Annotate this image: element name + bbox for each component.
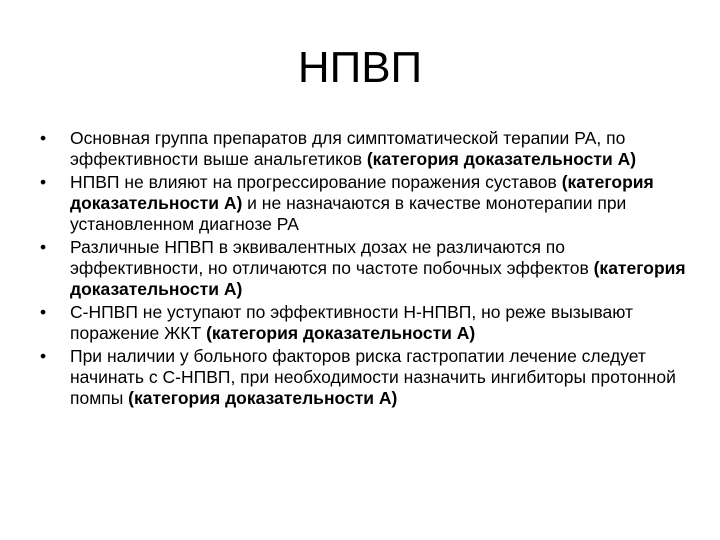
evidence-category: (категория доказательности А) (206, 323, 476, 343)
slide-title: НПВП (297, 43, 423, 92)
evidence-category: (категория доказательности А) (70, 172, 654, 213)
bullet-item (36, 302, 696, 344)
evidence-category: (категория доказательности А) (366, 149, 637, 169)
bullet-marker: • (40, 302, 47, 322)
bullet-item (36, 128, 696, 170)
bullet-text: НПВП не влияют на прогрессирование поражения суставов (70, 172, 562, 192)
evidence-category: (категория доказательности А) (128, 388, 398, 408)
bullet-marker: • (40, 346, 47, 366)
bullet-text: Основная группа препаратов для симптоматической терапии РА, по эффективности выше анальгетиков (70, 128, 626, 169)
bullet-item (36, 172, 696, 235)
evidence-category: (категория доказательности А) (70, 258, 686, 299)
bullet-item (36, 346, 696, 409)
bullet-marker: • (40, 237, 47, 257)
bullet-text: Различные НПВП в эквивалентных дозах не различаются по эффективности, но отличаются по частоте побочных эффектов (70, 237, 594, 278)
bullet-text: С-НПВП не уступают по эффективности Н-НПВП, но реже вызывают поражение ЖКТ (70, 302, 633, 343)
bullet-tail: и не назначаются в качестве монотерапии при установленном диагнозе РА (70, 193, 627, 234)
bullet-item (36, 237, 696, 300)
bullet-list (36, 128, 696, 411)
bullet-marker: • (40, 172, 47, 192)
bullet-text: При наличии у больного факторов риска гастропатии лечение следует начинать с С-НПВП, при необходимости назначить ингибиторы протонной помпы (70, 346, 676, 408)
bullet-marker: • (40, 128, 47, 148)
